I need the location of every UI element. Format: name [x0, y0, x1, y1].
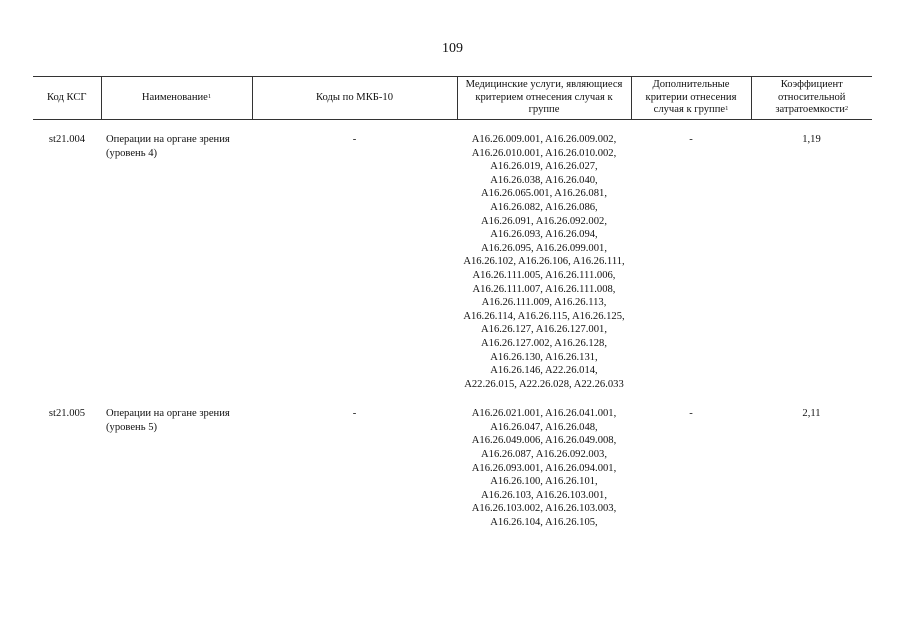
table-row-gap	[33, 391, 872, 407]
cell-code: st21.005	[48, 408, 86, 420]
table-row	[33, 407, 872, 529]
cell-mkb: -	[352, 134, 357, 145]
cell-code: st21.004	[48, 134, 86, 145]
table-spacer	[33, 120, 872, 134]
page-number: 109	[442, 41, 463, 56]
ksg-table	[33, 76, 872, 530]
cell-services: A16.26.009.001, A16.26.009.002, A16.26.010.001, A16.26.010.002, A16.26.019, A16.26.027, A16.26.038, A16.26.040, A16.26.065.001, A16.26.081, A16.26.082, A16.26.086, A16.26.091, A16.26.092.002, A16.26.093, A16.26.094, A16.26.095, A16.26.099.001, A16.26.102, A16.26.106, A16.26.111, A16.26.111.005, A16.26.111.006, A16.26.111.007, A16.26.111.008, A16.26.111.009, A16.26.113, A16.26.114, A16.26.115, A16.26.125, A16.26.127, A16.26.127.001, A16.26.127.002, A16.26.128, A16.26.130, A16.26.131, A16.26.146, A22.26.014, A22.26.015, A22.26.028, A22.26.033	[463, 134, 625, 390]
header-name: Наименование$^1$	[101, 77, 252, 120]
cell-coefficient: 1,19	[802, 134, 821, 145]
cell-coefficient: 2,11	[802, 408, 821, 420]
header-extra-criteria: Дополнительные критерии отнесения случая к группе$^1$	[631, 77, 751, 120]
header-coefficient: Коэффициент относительной затратоемкости$^2$	[751, 77, 872, 120]
header-services: Медицинские услуги, являющиеся критерием отнесения случая к группе	[457, 77, 631, 120]
cell-extra-criteria: -	[689, 408, 693, 420]
cell-services: A16.26.021.001, A16.26.041.001, A16.26.047, A16.26.048, A16.26.049.006, A16.26.049.008, A16.26.087, A16.26.092.003, A16.26.093.001, A16.26.094.001, A16.26.100, A16.26.101, A16.26.103, A16.26.103.001, A16.26.103.002, A16.26.103.003, A16.26.104, A16.26.105,	[471, 408, 617, 529]
table-row	[33, 133, 872, 391]
footnote-marker: 1	[725, 105, 729, 113]
table-header-row	[33, 77, 872, 120]
cell-name: Операции на органе зрения (уровень 5)	[106, 408, 230, 433]
header-mkb: Коды по МКБ-10	[252, 77, 457, 120]
footnote-marker: 1	[207, 92, 212, 100]
cell-extra-criteria: -	[689, 134, 693, 145]
cell-mkb: -	[352, 408, 357, 420]
header-code: Код КСГ	[33, 77, 101, 120]
cell-name: Операции на органе зрения (уровень 4)	[106, 134, 230, 159]
footnote-marker: 2	[844, 105, 849, 113]
